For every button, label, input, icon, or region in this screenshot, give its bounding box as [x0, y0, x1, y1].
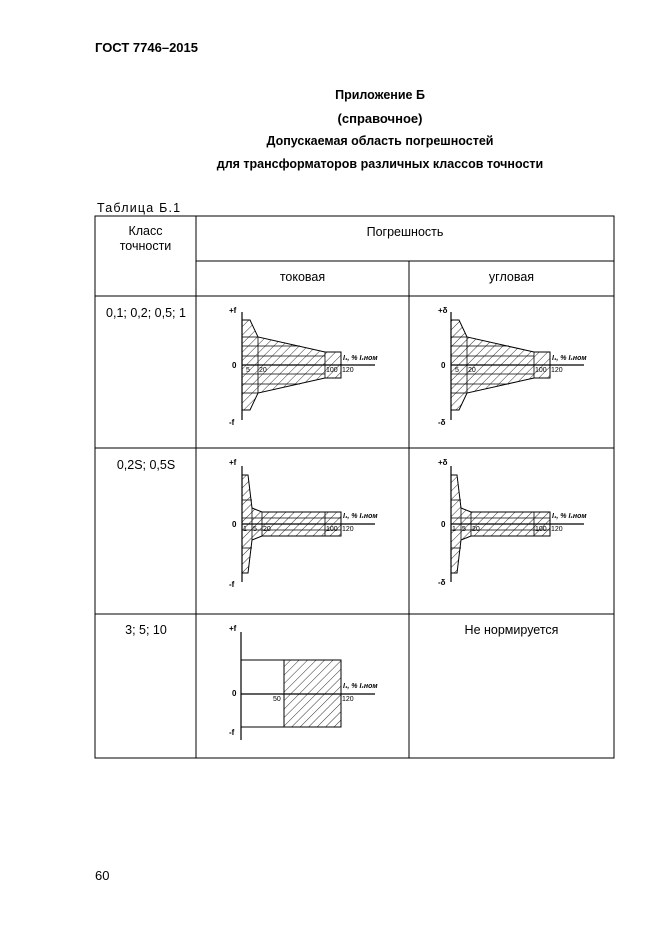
row3-class: 3; 5; 10 — [125, 623, 167, 637]
row2-angle-minus-delta: -δ — [438, 578, 446, 587]
appendix-heading-line2: для трансформаторов различных классов точности — [216, 157, 544, 171]
row1-angle-tick-20: 20 — [468, 367, 476, 374]
row2-angle-tick-100: 100 — [535, 526, 547, 533]
row1-angle-plus-delta: +δ — [438, 306, 448, 315]
row1-angle-minus-delta: -δ — [438, 418, 446, 427]
row3-current-x-label: I₁, % I₁ном — [343, 683, 378, 690]
row2-current-tick-20: 20 — [263, 526, 271, 533]
row3-current-tick-120: 120 — [342, 696, 354, 703]
appendix-heading-line1: Допускаемая область погрешностей — [266, 134, 494, 148]
row2-current-tick-5: 5 — [253, 526, 257, 533]
row2-angle-tick-120: 120 — [551, 526, 563, 533]
graph-row2-current — [242, 466, 375, 582]
appendix-title: Приложение Б — [335, 88, 425, 102]
row2-current-tick-1: 1 — [243, 526, 247, 533]
table-caption: Таблица Б.1 — [97, 201, 182, 215]
row1-angle-tick-120: 120 — [551, 367, 563, 374]
standard-number: ГОСТ 7746–2015 — [95, 40, 198, 55]
column-header-class-line1: Класс — [128, 224, 163, 238]
row2-angle-tick-20: 20 — [472, 526, 480, 533]
column-header-class — [97, 224, 194, 254]
row1-class: 0,1; 0,2; 0,5; 1 — [106, 306, 186, 320]
row3-current-zero: 0 — [232, 689, 237, 698]
row2-angle-zero: 0 — [441, 520, 446, 529]
row1-current-tick-20: 20 — [259, 367, 267, 374]
row1-current-minus-f: -f — [229, 418, 235, 427]
row2-current-tick-100: 100 — [326, 526, 338, 533]
graph-row1-current — [242, 312, 375, 420]
row3-angle-note: Не нормируется — [464, 623, 559, 637]
row1-angle-tick-100: 100 — [535, 367, 547, 374]
page-number: 60 — [95, 868, 110, 883]
column-header-error: Погрешность — [366, 225, 444, 239]
row2-angle-plus-delta: +δ — [438, 458, 448, 467]
row2-angle-tick-5: 5 — [462, 526, 466, 533]
row1-angle-tick-5: 5 — [455, 367, 459, 374]
row1-current-plus-f: +f — [229, 306, 237, 315]
column-header-class-line2: точности — [119, 239, 172, 253]
row1-angle-zero: 0 — [441, 361, 446, 370]
row2-current-x-label: I₁, % I₁ном — [343, 513, 378, 520]
appendix-subtitle: (справочное) — [337, 111, 423, 126]
row3-current-plus-f: +f — [229, 624, 237, 633]
row1-current-tick-5: 5 — [246, 367, 250, 374]
row1-current-zero: 0 — [232, 361, 237, 370]
row3-current-minus-f: -f — [229, 728, 235, 737]
row2-current-tick-120: 120 — [342, 526, 354, 533]
column-header-current: токовая — [279, 270, 326, 284]
row1-current-x-label: I₁, % I₁ном — [343, 355, 378, 362]
row2-class: 0,2S; 0,5S — [116, 458, 176, 472]
graph-row1-angle — [451, 312, 584, 420]
row2-current-zero: 0 — [232, 520, 237, 529]
row3-current-tick-50: 50 — [273, 696, 281, 703]
column-header-angle: угловая — [488, 270, 535, 284]
row2-angle-tick-1: 1 — [452, 526, 456, 533]
row1-current-tick-100: 100 — [326, 367, 338, 374]
row2-angle-x-label: I₁, % I₁ном — [552, 513, 587, 520]
row2-current-minus-f: -f — [229, 580, 235, 589]
row2-current-plus-f: +f — [229, 458, 237, 467]
graph-row2-angle — [451, 466, 584, 582]
row1-angle-x-label: I₁, % I₁ном — [552, 355, 587, 362]
row1-current-tick-120: 120 — [342, 367, 354, 374]
